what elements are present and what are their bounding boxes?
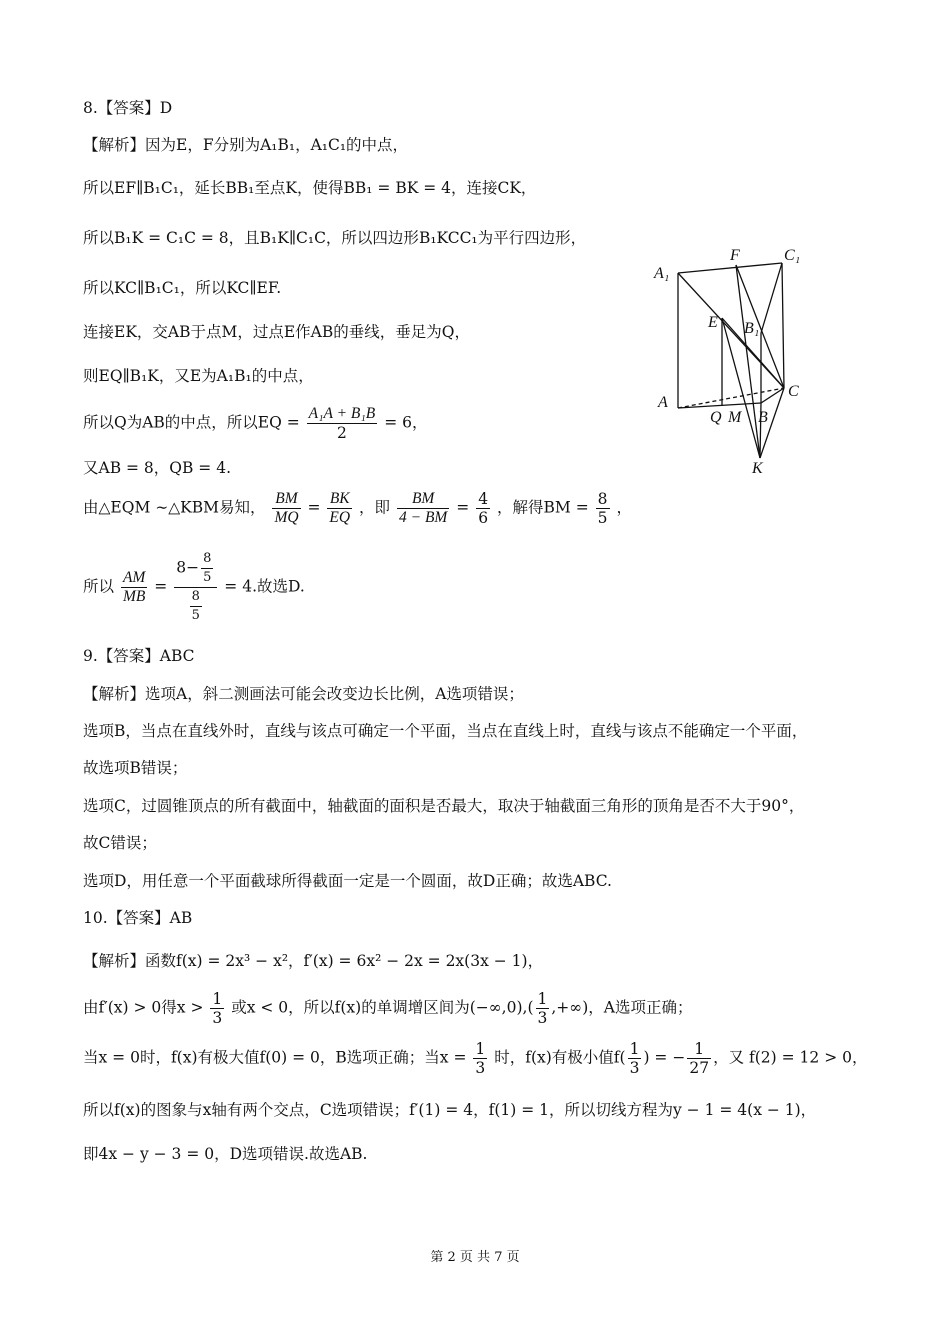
q10-line-2: 由f′(x) > 0得x > $\frac{1}{3}$ 或x < 0，所以f(x)的单调增区间为(−∞,0),( $\frac{1}{3}$ ,+∞)，A选项正确； xyxy=(83,990,693,1027)
q8-line-4: 所以KC∥B₁C₁，所以KC∥EF. xyxy=(83,279,282,297)
q8-line-7: 所以Q为AB的中点，所以EQ = $\frac{\text{A₁A + B₁B}}{2}$ = 6， xyxy=(83,405,428,442)
q10-line-4: 所以f(x)的图象与x轴有两个交点，C选项错误；f′(1) = 4，f(1) = 1，所以切线方程为y − 1 = 4(x − 1)， xyxy=(83,1101,817,1119)
q9-line-3: 故选项B错误； xyxy=(83,759,188,777)
q9-line-5: 故C错误； xyxy=(83,834,157,852)
q10-line-1: 【解析】函数f(x) = 2x³ − x²，f′(x) = 6x² − 2x = 2x(3x − 1)， xyxy=(83,952,544,970)
q8-line-3: 所以B₁K = C₁C = 8，且B₁K∥C₁C，所以四边形B₁KCC₁为平行四边形， xyxy=(83,229,587,247)
fraction: $\frac{1}{3}$ xyxy=(475,1040,486,1077)
edge-ab xyxy=(678,403,761,408)
label-a1: A₁ xyxy=(654,265,670,282)
label-k: K xyxy=(752,460,763,477)
q8-line-10: 所以 $\frac{AM}{MB}$ = 8− $\frac{8}{5}$ $\frac{8}{5}$ = 4.故选D. xyxy=(83,551,305,623)
q8-line-2: 所以EF∥B₁C₁，延长BB₁至点K，使得BB₁ = BK = 4，连接CK， xyxy=(83,179,537,197)
fraction: $\frac{BM}{4 - BM}$ xyxy=(398,490,448,526)
prism-figure xyxy=(650,245,820,480)
fraction: $\frac{8}{5}$ xyxy=(597,490,608,527)
fraction: $\frac{BM}{MQ}$ xyxy=(274,490,299,526)
complex-fraction: 8− $\frac{8}{5}$ $\frac{8}{5}$ xyxy=(174,550,217,625)
q10-heading: 10.【答案】AB xyxy=(83,909,193,927)
edge-c1b1 xyxy=(761,263,782,333)
label-c1: C₁ xyxy=(784,247,801,264)
q8-line-5: 连接EK，交AB于点M，过点E作AB的垂线，垂足为Q， xyxy=(83,323,470,341)
fraction: $\frac{1}{27}$ xyxy=(689,1040,710,1077)
label-e: E xyxy=(708,314,718,331)
edge-c1c xyxy=(782,263,784,388)
fraction: $\frac{AM}{MB}$ xyxy=(122,569,146,605)
q9-line-4: 选项C，过圆锥顶点的所有截面中，轴截面的面积是否最大，取决于轴截面三角形的顶角是否不大于90°， xyxy=(83,797,805,815)
fraction: $\frac{1}{3}$ xyxy=(629,1040,640,1077)
label-b1: B₁ xyxy=(744,320,760,337)
label-q: Q xyxy=(710,409,722,426)
segment-f-k xyxy=(736,265,760,458)
label-a: A xyxy=(658,394,668,411)
fraction: $\frac{1}{3}$ xyxy=(537,990,548,1027)
q8-line-6: 则EQ∥B₁K，又E为A₁B₁的中点， xyxy=(83,367,314,385)
q9-line-2: 选项B，当点在直线外时，直线与该点可确定一个平面，当点在直线上时，直线与该点不能确定一个平面， xyxy=(83,722,808,740)
label-c: C xyxy=(788,383,799,400)
q9-line-1: 【解析】选项A，斜二测画法可能会改变边长比例，A选项错误； xyxy=(83,685,524,703)
fraction: $\frac{\text{A₁A + B₁B}}{2}$ xyxy=(308,405,376,442)
label-b: B xyxy=(758,409,768,426)
edge-cb xyxy=(761,388,784,403)
label-m: M xyxy=(728,409,742,426)
q8-line-9: 由△EQM ∼△KBM易知， $\frac{BM}{MQ}$ = $\frac{BK}{EQ}$ ，即 $\frac{BM}{4 - BM}$ = $\frac{4}{6}$ ，解得BM = $\frac{8}{5}$ ， xyxy=(83,490,632,527)
fraction: $\frac{1}{3}$ xyxy=(212,990,223,1027)
q8-line-8: 又AB = 8，QB = 4. xyxy=(83,459,232,477)
q8-heading: 8.【答案】D xyxy=(83,99,173,117)
q9-line-6: 选项D，用任意一个平面截球所得截面一定是一个圆面，故D正确；故选ABC. xyxy=(83,872,612,890)
fraction: $\frac{BK}{EQ}$ xyxy=(329,490,351,526)
q10-line-5: 即4x − y − 3 = 0，D选项错误.故选AB. xyxy=(83,1145,368,1163)
q8-line-1: 【解析】因为E，F分别为A₁B₁，A₁C₁的中点， xyxy=(83,136,409,154)
label-f: F xyxy=(730,247,740,264)
fraction: $\frac{4}{6}$ xyxy=(478,490,489,527)
page-footer: 第 2 页 共 7 页 xyxy=(430,1250,520,1265)
q9-heading: 9.【答案】ABC xyxy=(83,647,195,665)
q10-line-3: 当x = 0时，f(x)有极大值f(0) = 0，B选项正确；当x = $\frac{1}{3}$ 时，f(x)有极小值f( $\frac{1}{3}$ ) = − $\frac{1}{27}$ ，又 f(2) = 12 > 0， xyxy=(83,1040,868,1077)
edge-a1c1 xyxy=(678,263,782,273)
